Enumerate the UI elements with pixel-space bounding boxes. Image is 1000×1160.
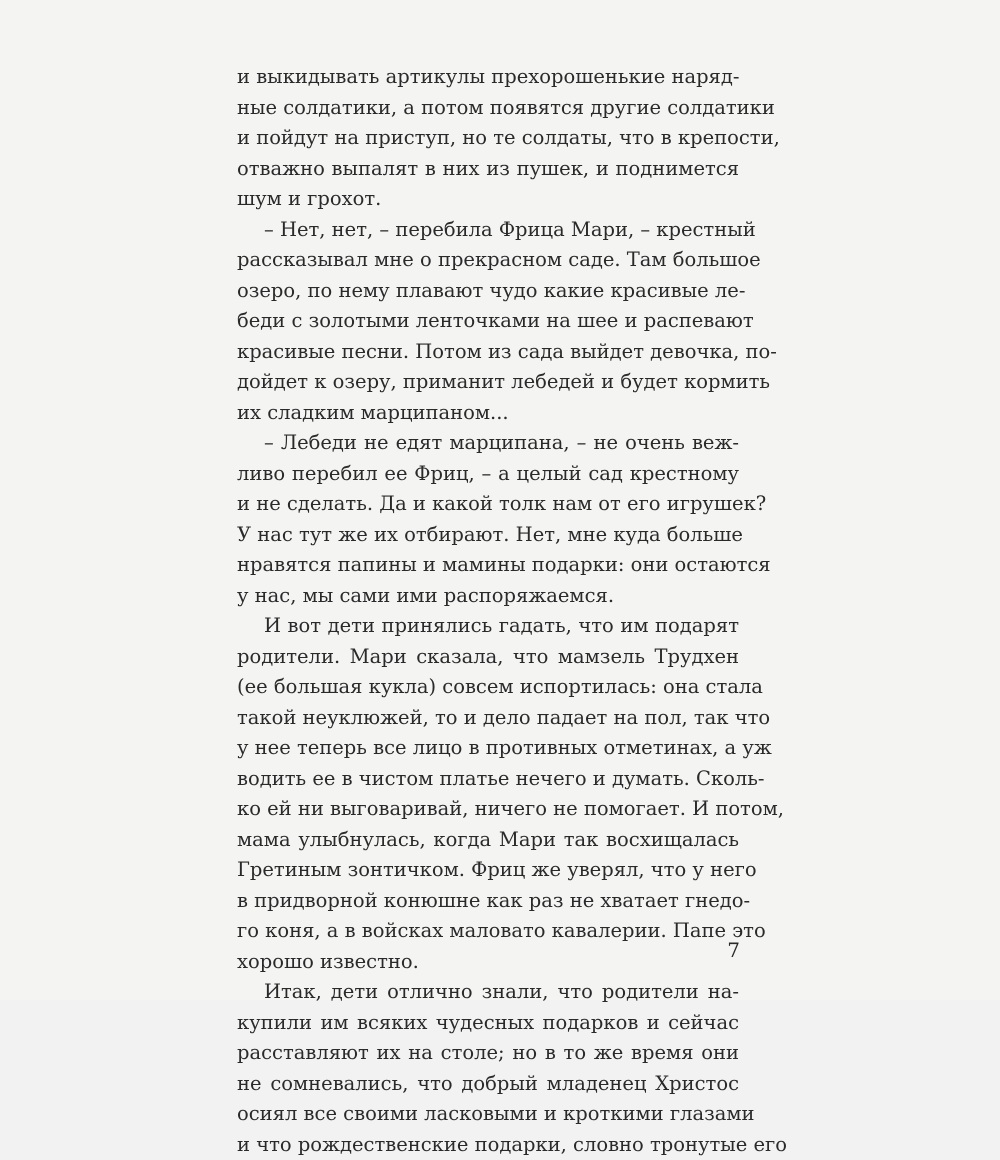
text-line: рассказывал мне о прекрасном саде. Там большое bbox=[237, 245, 739, 276]
text-line: у нас, мы сами ими распоряжаемся. bbox=[237, 581, 739, 612]
text-line: У нас тут же их отбирают. Нет, мне куда больше bbox=[237, 520, 739, 551]
text-line: красивые песни. Потом из сада выйдет девочка, по- bbox=[237, 337, 739, 368]
text-line: купили им всяких чудесных подарков и сейчас bbox=[237, 1008, 739, 1039]
text-line: го коня, а в войсках маловато кавалерии. Папе это bbox=[237, 916, 739, 947]
text-line: их сладким марципаном... bbox=[237, 398, 739, 429]
text-line: водить ее в чистом платье нечего и думать. Сколь- bbox=[237, 764, 739, 795]
text-line: ко ей ни выговаривай, ничего не помогает. И потом, bbox=[237, 794, 739, 825]
text-line: – Нет, нет, – перебила Фрица Мари, – крестный bbox=[237, 215, 739, 246]
body-text bbox=[237, 62, 739, 1160]
text-line: озеро, по нему плавают чудо какие красивые ле- bbox=[237, 276, 739, 307]
text-line: и пойдут на приступ, но те солдаты, что в крепости, bbox=[237, 123, 739, 154]
text-line: хорошо известно. bbox=[237, 947, 739, 978]
text-line: беди с золотыми ленточками на шее и распевают bbox=[237, 306, 739, 337]
text-line: – Лебеди не едят марципана, – не очень веж- bbox=[237, 428, 739, 459]
text-line: не сомневались, что добрый младенец Христос bbox=[237, 1069, 739, 1100]
text-line: шум и грохот. bbox=[237, 184, 739, 215]
page-number: 7 bbox=[710, 938, 740, 962]
text-line: нравятся папины и мамины подарки: они остаются bbox=[237, 550, 739, 581]
text-line: дойдет к озеру, приманит лебедей и будет кормить bbox=[237, 367, 739, 398]
text-line: Гретиным зонтичком. Фриц же уверял, что у него bbox=[237, 855, 739, 886]
text-line: родители. Мари сказала, что мамзель Трудхен bbox=[237, 642, 739, 673]
text-line: Итак, дети отлично знали, что родители на- bbox=[237, 977, 739, 1008]
text-line: мама улыбнулась, когда Мари так восхищалась bbox=[237, 825, 739, 856]
text-line: ливо перебил ее Фриц, – а целый сад крестному bbox=[237, 459, 739, 490]
text-line: и не сделать. Да и какой толк нам от его игрушек? bbox=[237, 489, 739, 520]
text-line: ные солдатики, а потом появятся другие солдатики bbox=[237, 93, 739, 124]
text-line: у нее теперь все лицо в противных отметинах, а уж bbox=[237, 733, 739, 764]
text-line: отважно выпалят в них из пушек, и поднимется bbox=[237, 154, 739, 185]
text-line: И вот дети принялись гадать, что им подарят bbox=[237, 611, 739, 642]
text-line: расставляют их на столе; но в то же время они bbox=[237, 1038, 739, 1069]
text-line: осиял все своими ласковыми и кроткими глазами bbox=[237, 1099, 739, 1130]
text-line: такой неуклюжей, то и дело падает на пол, так что bbox=[237, 703, 739, 734]
text-line: в придворной конюшне как раз не хватает гнедо- bbox=[237, 886, 739, 917]
text-line: и выкидывать артикулы прехорошенькие наряд- bbox=[237, 62, 739, 93]
text-line: и что рождественские подарки, словно тронутые его bbox=[237, 1130, 739, 1160]
text-line: (ее большая кукла) совсем испортилась: она стала bbox=[237, 672, 739, 703]
